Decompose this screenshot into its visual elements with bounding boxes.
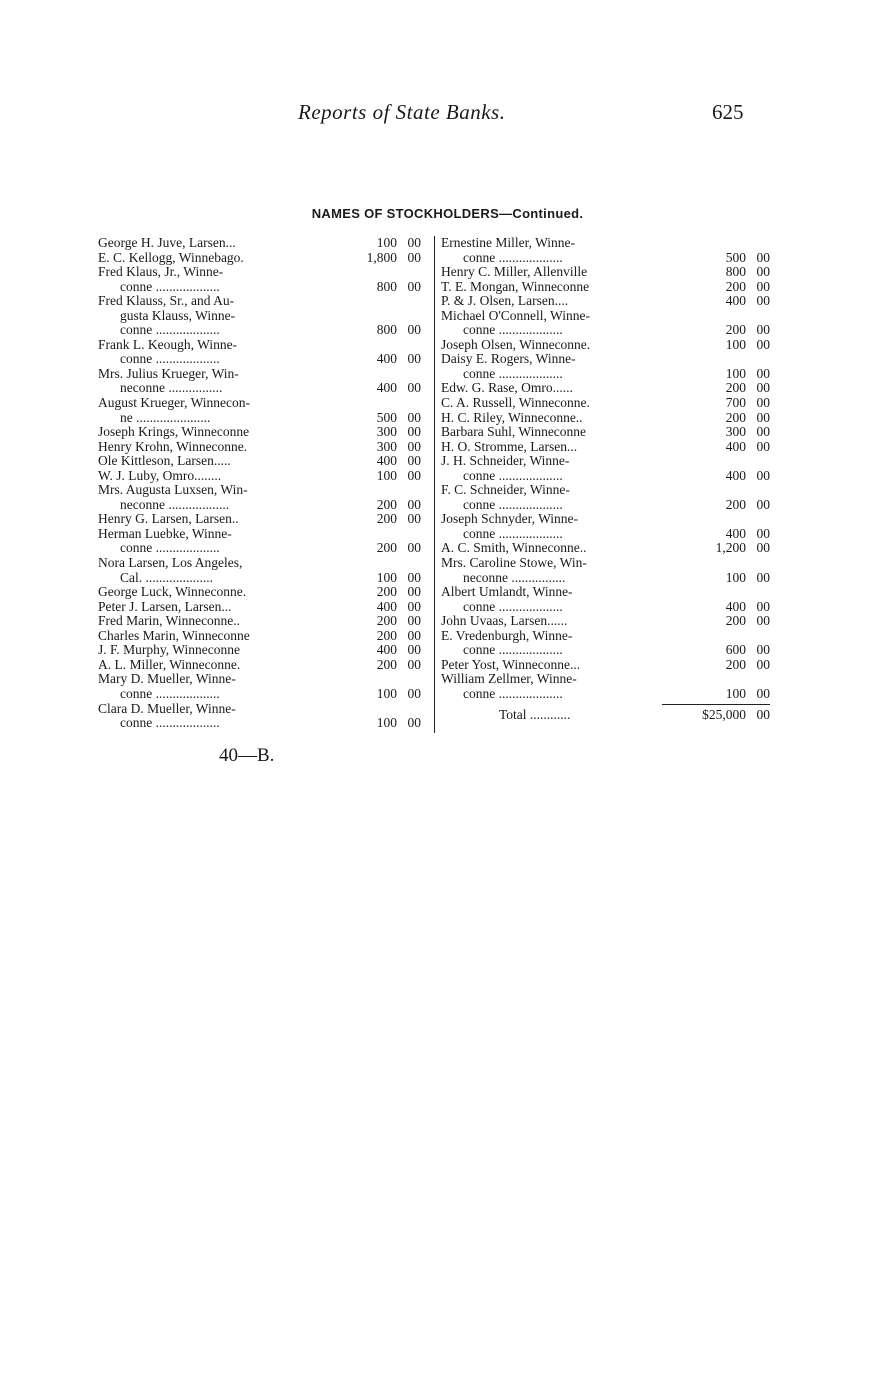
stockholder-entry bbox=[98, 338, 427, 367]
amount-cents: 00 bbox=[407, 249, 421, 265]
stockholder-name-text: Cal. .................... bbox=[120, 570, 213, 585]
amount-cents: 00 bbox=[407, 453, 421, 469]
stockholder-name-text: Fred Klaus, Jr., Winne- bbox=[98, 265, 224, 280]
amount-dollars: 200 bbox=[376, 656, 397, 672]
amount-cents: 00 bbox=[407, 642, 421, 658]
stockholder-name-text: E. C. Kellogg, Winnebago. bbox=[98, 250, 244, 265]
amount-dollars: 200 bbox=[376, 496, 397, 512]
share-amount bbox=[321, 352, 421, 367]
stockholders-left-column bbox=[98, 236, 427, 731]
stockholder-name-line bbox=[441, 236, 772, 251]
stockholder-name-text: E. Vredenburgh, Winne- bbox=[441, 628, 573, 643]
amount-cents: 00 bbox=[756, 336, 770, 352]
stockholder-name-text: neconne .................. bbox=[120, 497, 230, 512]
stockholder-name-line bbox=[98, 527, 427, 542]
stockholder-entry bbox=[98, 440, 427, 455]
amount-dollars: 400 bbox=[725, 525, 746, 541]
amount-dollars: 300 bbox=[376, 424, 397, 440]
share-amount bbox=[658, 643, 770, 658]
stockholder-name-text: Daisy E. Rogers, Winne- bbox=[441, 352, 576, 367]
stockholder-name-text: Herman Luebke, Winne- bbox=[98, 526, 232, 541]
amount-cents: 00 bbox=[407, 613, 421, 629]
share-amount bbox=[658, 469, 770, 484]
amount-dollars: 600 bbox=[725, 642, 746, 658]
share-amount bbox=[658, 381, 770, 396]
stockholder-entry bbox=[98, 425, 427, 440]
amount-dollars: 200 bbox=[376, 511, 397, 527]
share-amount bbox=[658, 571, 770, 586]
stockholder-name-text: Peter Yost, Winneconne... bbox=[441, 657, 581, 672]
amount-cents: 00 bbox=[756, 395, 770, 411]
share-amount bbox=[321, 251, 421, 266]
share-amount bbox=[321, 687, 421, 702]
amount-dollars: 200 bbox=[376, 584, 397, 600]
stockholder-name-line bbox=[98, 338, 427, 353]
stockholder-entry bbox=[98, 469, 427, 484]
amount-dollars: 1,800 bbox=[366, 249, 397, 265]
amount-cents: 00 bbox=[407, 438, 421, 454]
stockholder-name-text: conne ................... bbox=[120, 323, 220, 338]
amount-cents: 00 bbox=[407, 380, 421, 396]
share-amount bbox=[658, 541, 770, 556]
total-amount bbox=[658, 708, 770, 723]
share-amount bbox=[321, 643, 421, 658]
share-amount bbox=[658, 440, 770, 455]
stockholder-name-line bbox=[98, 294, 427, 309]
stockholder-name-line bbox=[441, 512, 772, 527]
share-amount bbox=[321, 381, 421, 396]
total-cents: 00 bbox=[756, 706, 770, 722]
amount-dollars: 400 bbox=[376, 351, 397, 367]
stockholder-entry bbox=[98, 454, 427, 469]
stockholder-entry bbox=[441, 658, 772, 673]
amount-cents: 00 bbox=[407, 322, 421, 338]
stockholder-entry bbox=[441, 440, 772, 455]
share-amount bbox=[658, 323, 770, 338]
stockholder-entry bbox=[441, 454, 772, 483]
share-amount bbox=[321, 469, 421, 484]
share-amount bbox=[658, 614, 770, 629]
share-amount bbox=[321, 585, 421, 600]
stockholder-name-text: Mrs. Augusta Luxsen, Win- bbox=[98, 483, 248, 498]
stockholder-name-text: John Uvaas, Larsen...... bbox=[441, 614, 568, 629]
amount-dollars: 200 bbox=[725, 322, 746, 338]
amount-cents: 00 bbox=[756, 540, 770, 556]
share-amount bbox=[321, 454, 421, 469]
page-number: 625 bbox=[712, 100, 744, 124]
stockholder-entry bbox=[98, 512, 427, 527]
stockholder-entry bbox=[441, 411, 772, 426]
share-amount bbox=[321, 280, 421, 295]
stockholder-name-text: T. E. Mongan, Winneconne bbox=[441, 279, 590, 294]
amount-dollars: 800 bbox=[376, 322, 397, 338]
amount-cents: 00 bbox=[407, 409, 421, 425]
total-label: Total ............ bbox=[499, 707, 571, 722]
share-amount bbox=[321, 323, 421, 338]
stockholder-name-line bbox=[441, 556, 772, 571]
stockholder-entry bbox=[98, 367, 427, 396]
stockholder-name-text: conne ................... bbox=[463, 250, 563, 265]
stockholder-entry bbox=[98, 600, 427, 615]
stockholder-entry bbox=[441, 381, 772, 396]
amount-cents: 00 bbox=[407, 598, 421, 614]
stockholder-name-line bbox=[441, 585, 772, 600]
stockholder-entry bbox=[441, 280, 772, 295]
amount-dollars: 300 bbox=[376, 438, 397, 454]
stockholder-name-text: conne ................... bbox=[463, 323, 563, 338]
share-amount bbox=[658, 294, 770, 309]
amount-cents: 00 bbox=[756, 642, 770, 658]
stockholder-name-text: F. C. Schneider, Winne- bbox=[441, 483, 570, 498]
amount-dollars: 400 bbox=[376, 453, 397, 469]
amount-dollars: 200 bbox=[725, 656, 746, 672]
amount-cents: 00 bbox=[756, 278, 770, 294]
share-amount bbox=[658, 687, 770, 702]
stockholder-entry bbox=[441, 396, 772, 411]
stockholder-entry bbox=[98, 702, 427, 731]
stockholder-name-line bbox=[441, 454, 772, 469]
amount-cents: 00 bbox=[756, 496, 770, 512]
stockholder-entry bbox=[441, 309, 772, 338]
running-title: Reports of State Banks. bbox=[298, 100, 506, 124]
share-amount bbox=[658, 527, 770, 542]
amount-dollars: 500 bbox=[725, 249, 746, 265]
stockholder-name-text: Charles Marin, Winneconne bbox=[98, 628, 250, 643]
amount-dollars: 100 bbox=[725, 365, 746, 381]
amount-dollars: 100 bbox=[725, 336, 746, 352]
amount-dollars: 400 bbox=[376, 642, 397, 658]
amount-dollars: 100 bbox=[725, 685, 746, 701]
stockholder-name-text: neconne ................ bbox=[120, 381, 223, 396]
stockholder-name-text: Ernestine Miller, Winne- bbox=[441, 236, 576, 250]
stockholder-name-line bbox=[441, 309, 772, 324]
share-amount bbox=[321, 716, 421, 731]
section-heading bbox=[0, 206, 895, 221]
amount-cents: 00 bbox=[407, 569, 421, 585]
stockholder-name-line bbox=[441, 483, 772, 498]
amount-dollars: 200 bbox=[376, 613, 397, 629]
stockholder-name-text: Mary D. Mueller, Winne- bbox=[98, 672, 236, 687]
stockholder-entry bbox=[441, 556, 772, 585]
stockholder-name-text: A. C. Smith, Winneconne.. bbox=[441, 541, 587, 556]
stockholder-name-text: Mrs. Caroline Stowe, Win- bbox=[441, 556, 587, 571]
stockholder-entry bbox=[98, 483, 427, 512]
amount-cents: 00 bbox=[756, 365, 770, 381]
signature-mark: 40—B. bbox=[219, 745, 275, 766]
amount-dollars: 100 bbox=[376, 685, 397, 701]
stockholder-entry bbox=[441, 352, 772, 381]
share-amount bbox=[321, 236, 421, 251]
share-amount bbox=[658, 658, 770, 673]
amount-cents: 00 bbox=[407, 540, 421, 556]
stockholder-entry bbox=[441, 585, 772, 614]
total-rule bbox=[662, 704, 770, 705]
amount-cents: 00 bbox=[756, 598, 770, 614]
amount-dollars: 200 bbox=[725, 278, 746, 294]
stockholder-name-text: ne ...................... bbox=[120, 410, 211, 425]
share-amount bbox=[321, 425, 421, 440]
stockholder-entry bbox=[98, 265, 427, 294]
amount-cents: 00 bbox=[407, 235, 421, 250]
stockholder-entry bbox=[441, 294, 772, 309]
stockholder-name-text: conne ................... bbox=[463, 366, 563, 381]
amount-dollars: 100 bbox=[376, 467, 397, 483]
stockholder-name-text: conne ................... bbox=[120, 686, 220, 701]
amount-cents: 00 bbox=[407, 467, 421, 483]
stockholder-entry bbox=[441, 629, 772, 658]
amount-cents: 00 bbox=[756, 438, 770, 454]
amount-dollars: 1,200 bbox=[715, 540, 746, 556]
stockholder-name-text: George H. Juve, Larsen... bbox=[98, 236, 236, 250]
stockholder-name-text: H. O. Stromme, Larsen... bbox=[441, 439, 578, 454]
stockholder-name-text: Barbara Suhl, Winneconne bbox=[441, 425, 587, 440]
total-dollars: $25,000 bbox=[702, 706, 746, 722]
amount-dollars: 400 bbox=[376, 380, 397, 396]
stockholder-name-text: conne ................... bbox=[463, 526, 563, 541]
amount-cents: 00 bbox=[756, 613, 770, 629]
stockholder-entry bbox=[98, 672, 427, 701]
stockholder-name-text: conne ................... bbox=[120, 716, 220, 731]
stockholder-name-text: conne ................... bbox=[463, 468, 563, 483]
amount-dollars: 400 bbox=[725, 438, 746, 454]
share-amount bbox=[658, 600, 770, 615]
amount-dollars: 400 bbox=[725, 467, 746, 483]
stockholder-name-text: Joseph Olsen, Winneconne. bbox=[441, 337, 591, 352]
amount-cents: 00 bbox=[407, 511, 421, 527]
share-amount bbox=[658, 280, 770, 295]
amount-cents: 00 bbox=[407, 351, 421, 367]
stockholder-name-text: gusta Klauss, Winne- bbox=[120, 308, 236, 323]
stockholder-name-text: conne ................... bbox=[463, 643, 563, 658]
amount-dollars: 200 bbox=[376, 627, 397, 643]
stockholder-name-line bbox=[98, 265, 427, 280]
share-amount bbox=[321, 614, 421, 629]
amount-dollars: 400 bbox=[725, 598, 746, 614]
share-amount bbox=[658, 411, 770, 426]
stockholder-name-line bbox=[98, 396, 427, 411]
stockholder-entry bbox=[441, 614, 772, 629]
amount-dollars: 800 bbox=[376, 278, 397, 294]
stockholder-name-text: W. J. Luby, Omro........ bbox=[98, 468, 222, 483]
stockholder-name-text: Henry G. Larsen, Larsen.. bbox=[98, 512, 239, 527]
amount-cents: 00 bbox=[756, 467, 770, 483]
amount-cents: 00 bbox=[756, 656, 770, 672]
amount-cents: 00 bbox=[756, 685, 770, 701]
stockholder-name-text: J. F. Murphy, Winneconne bbox=[98, 643, 240, 658]
running-header bbox=[0, 100, 895, 130]
stockholder-name-line bbox=[441, 352, 772, 367]
stockholder-name-text: H. C. Riley, Winneconne.. bbox=[441, 410, 583, 425]
stockholder-name-line bbox=[441, 629, 772, 644]
share-amount bbox=[321, 600, 421, 615]
stockholder-entry bbox=[441, 541, 772, 556]
amount-cents: 00 bbox=[756, 322, 770, 338]
stockholder-name-text: conne ................... bbox=[463, 599, 563, 614]
stockholder-name-line bbox=[98, 702, 427, 717]
amount-cents: 00 bbox=[756, 293, 770, 309]
amount-cents: 00 bbox=[407, 715, 421, 731]
stockholder-name-line bbox=[98, 367, 427, 382]
amount-dollars: 200 bbox=[725, 380, 746, 396]
amount-dollars: 200 bbox=[376, 540, 397, 556]
stockholder-entry bbox=[441, 236, 772, 265]
share-amount bbox=[658, 396, 770, 411]
stockholder-entry bbox=[98, 614, 427, 629]
amount-dollars: 500 bbox=[376, 409, 397, 425]
amount-cents: 00 bbox=[407, 685, 421, 701]
amount-dollars: 100 bbox=[376, 235, 397, 250]
section-heading-continued: —Continued. bbox=[499, 206, 584, 221]
amount-cents: 00 bbox=[756, 409, 770, 425]
amount-cents: 00 bbox=[407, 584, 421, 600]
column-divider bbox=[434, 236, 435, 733]
stockholder-entry bbox=[441, 338, 772, 353]
stockholder-entry bbox=[98, 396, 427, 425]
amount-dollars: 400 bbox=[725, 293, 746, 309]
stockholder-name-text: Fred Klauss, Sr., and Au- bbox=[98, 294, 235, 309]
share-amount bbox=[658, 425, 770, 440]
amount-cents: 00 bbox=[407, 627, 421, 643]
stockholder-entry bbox=[98, 251, 427, 266]
amount-cents: 00 bbox=[756, 264, 770, 280]
amount-dollars: 200 bbox=[725, 409, 746, 425]
stockholder-name-text: Ole Kittleson, Larsen..... bbox=[98, 454, 231, 469]
amount-cents: 00 bbox=[756, 380, 770, 396]
stockholder-name-text: Joseph Schnyder, Winne- bbox=[441, 512, 579, 527]
share-amount bbox=[321, 440, 421, 455]
stockholder-name-text: Henry Krohn, Winneconne. bbox=[98, 439, 248, 454]
stockholder-name-text: conne ................... bbox=[463, 497, 563, 512]
amount-cents: 00 bbox=[756, 424, 770, 440]
amount-dollars: 700 bbox=[725, 395, 746, 411]
stockholder-entry bbox=[98, 556, 427, 585]
stockholder-name-text: A. L. Miller, Winneconne. bbox=[98, 657, 241, 672]
share-amount bbox=[321, 571, 421, 586]
amount-dollars: 300 bbox=[725, 424, 746, 440]
stockholder-entry bbox=[98, 585, 427, 600]
stockholder-name-text: Albert Umlandt, Winne- bbox=[441, 585, 573, 600]
stockholder-entry bbox=[441, 512, 772, 541]
share-amount bbox=[658, 251, 770, 266]
stockholder-name-line bbox=[98, 672, 427, 687]
amount-dollars: 100 bbox=[725, 569, 746, 585]
stockholder-name-text: August Krueger, Winnecon- bbox=[98, 396, 251, 411]
stockholder-name-text: conne ................... bbox=[463, 686, 563, 701]
section-heading-main: NAMES OF STOCKHOLDERS bbox=[311, 206, 500, 221]
share-amount bbox=[658, 367, 770, 382]
stockholder-name-text: Henry C. Miller, Allenville bbox=[441, 265, 588, 280]
amount-dollars: 400 bbox=[376, 598, 397, 614]
stockholder-name-text: Nora Larsen, Los Angeles, bbox=[98, 556, 243, 571]
stockholder-name-text: Fred Marin, Winneconne.. bbox=[98, 614, 241, 629]
stockholder-name-text: conne ................... bbox=[120, 541, 220, 556]
share-amount bbox=[321, 541, 421, 556]
stockholder-name-text: Joseph Krings, Winneconne bbox=[98, 425, 250, 440]
share-amount bbox=[658, 265, 770, 280]
stockholder-entry bbox=[98, 658, 427, 673]
share-amount bbox=[321, 411, 421, 426]
amount-dollars: 100 bbox=[376, 715, 397, 731]
stockholder-name-text: Peter J. Larsen, Larsen... bbox=[98, 599, 232, 614]
share-amount bbox=[658, 338, 770, 353]
stockholder-entry bbox=[441, 483, 772, 512]
stockholder-entry bbox=[98, 643, 427, 658]
stockholder-name-text: Clara D. Mueller, Winne- bbox=[98, 701, 236, 716]
stockholder-name-text: conne ................... bbox=[120, 352, 220, 367]
stockholder-name-text: Frank L. Keough, Winne- bbox=[98, 337, 238, 352]
stockholder-name-text: William Zellmer, Winne- bbox=[441, 672, 577, 687]
stockholder-entry bbox=[441, 265, 772, 280]
stockholders-right-column bbox=[441, 236, 772, 722]
stockholder-name-text: neconne ................ bbox=[463, 570, 566, 585]
stockholder-name-continuation bbox=[98, 309, 427, 324]
amount-cents: 00 bbox=[407, 424, 421, 440]
share-amount bbox=[321, 658, 421, 673]
stockholder-name-text: Michael O'Connell, Winne- bbox=[441, 308, 590, 323]
stockholder-name-text: George Luck, Winneconne. bbox=[98, 585, 247, 600]
stockholder-name-text: C. A. Russell, Winneconne. bbox=[441, 396, 590, 411]
amount-cents: 00 bbox=[756, 249, 770, 265]
amount-cents: 00 bbox=[407, 278, 421, 294]
amount-dollars: 800 bbox=[725, 264, 746, 280]
stockholder-name-line bbox=[98, 483, 427, 498]
stockholder-name-text: Edw. G. Rase, Omro...... bbox=[441, 381, 573, 396]
share-amount bbox=[658, 498, 770, 513]
share-amount bbox=[321, 498, 421, 513]
stockholder-entry bbox=[98, 294, 427, 338]
amount-dollars: 200 bbox=[725, 613, 746, 629]
stockholder-entry bbox=[98, 236, 427, 251]
stockholder-name-line bbox=[441, 672, 772, 687]
stockholder-entry bbox=[441, 672, 772, 701]
amount-dollars: 100 bbox=[376, 569, 397, 585]
amount-cents: 00 bbox=[407, 496, 421, 512]
stockholder-name-text: P. & J. Olsen, Larsen.... bbox=[441, 294, 569, 309]
stockholder-name-text: J. H. Schneider, Winne- bbox=[441, 454, 570, 469]
amount-cents: 00 bbox=[756, 569, 770, 585]
amount-cents: 00 bbox=[407, 656, 421, 672]
stockholder-name-text: Mrs. Julius Krueger, Win- bbox=[98, 366, 239, 381]
stockholder-name-text: conne ................... bbox=[120, 279, 220, 294]
share-amount bbox=[321, 629, 421, 644]
share-amount bbox=[321, 512, 421, 527]
total-row bbox=[441, 708, 772, 723]
stockholder-entry bbox=[98, 527, 427, 556]
stockholder-entry bbox=[441, 425, 772, 440]
amount-dollars: 200 bbox=[725, 496, 746, 512]
amount-cents: 00 bbox=[756, 525, 770, 541]
stockholder-name-line bbox=[98, 556, 427, 571]
stockholder-entry bbox=[98, 629, 427, 644]
